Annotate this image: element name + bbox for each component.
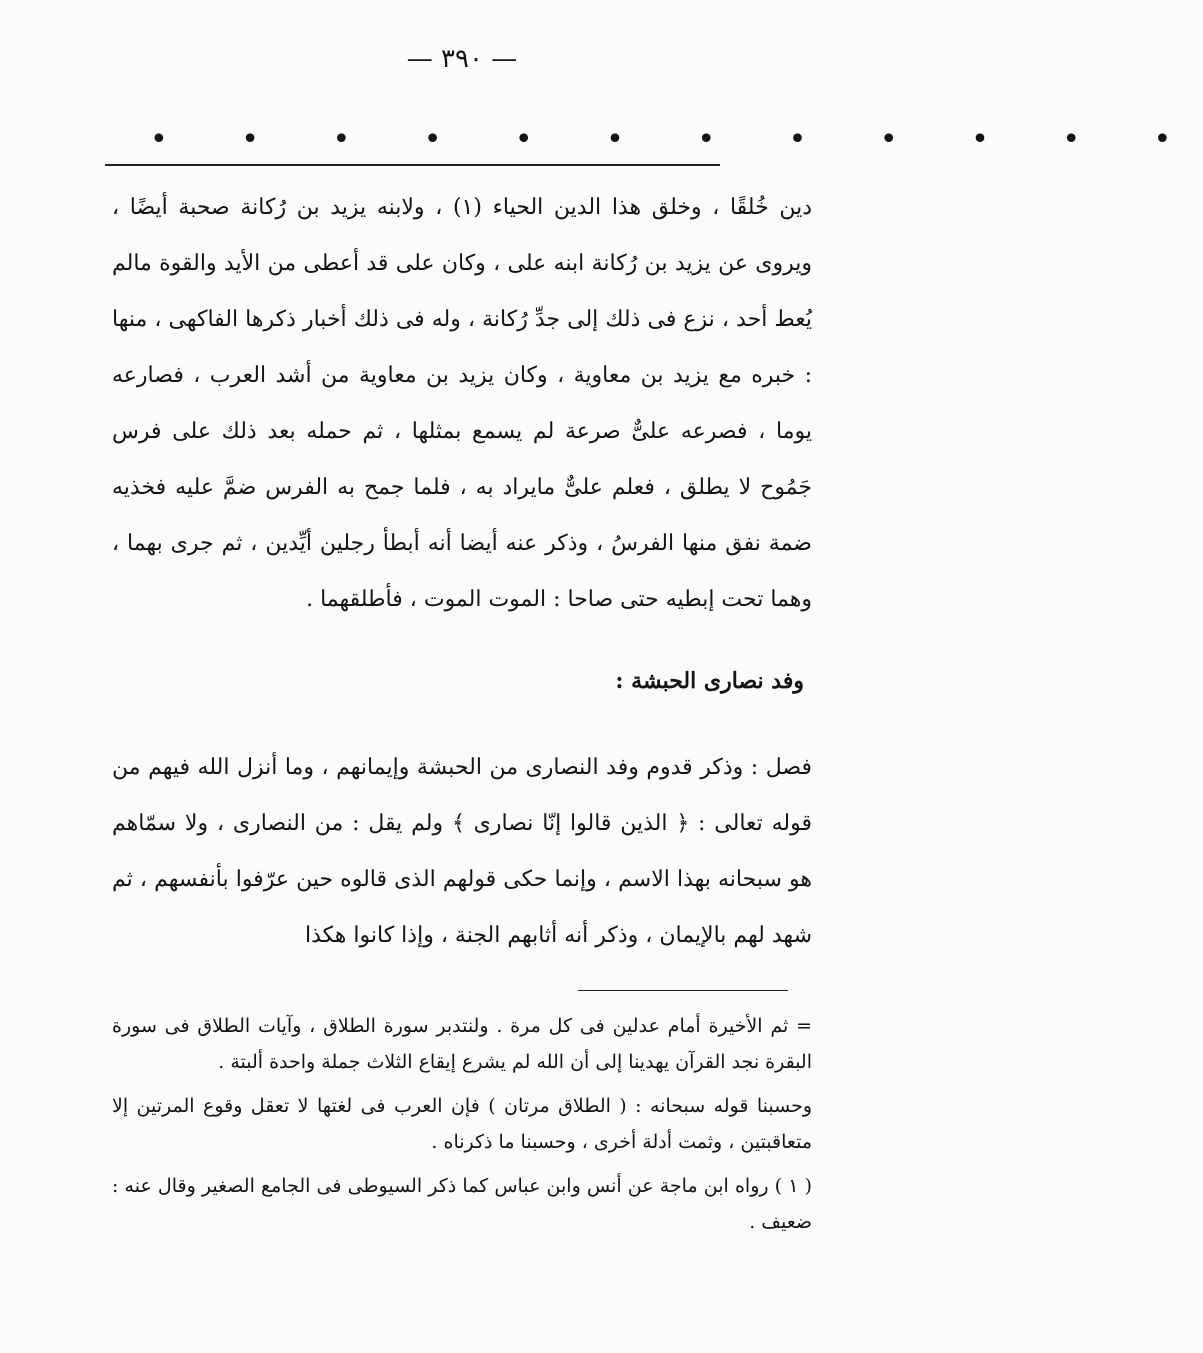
footnote-rule: [578, 990, 788, 991]
section-separator-dots: • • • • • • • • • • • •: [150, 122, 1203, 157]
footnotes: [112, 1008, 812, 1248]
section-heading: وفد نصارى الحبشة :: [615, 668, 804, 694]
footnote-continuation: = ثم الأخيرة أمام عدلين فى كل مرة . ولنتدبر سورة الطلاق ، وآيات الطلاق فى سورة البقرة نجد القرآن يهدينا إلى أن الله لم يشرع إيقاع الثلاث جملة واحدة ألبتة .: [112, 1015, 812, 1073]
top-rule: [105, 164, 720, 166]
body-paragraph-1: دين خُلقًا ، وخلق هذا الدين الحياء (١) ، ولابنه يزيد بن رُكانة صحبة أيضًا ، ويروى عن يزيد بن رُكانة ابنه على ، وكان على قد أعطى من الأيد والقوة مالم يُعط أحد ، نزع فى ذلك إلى جدِّ رُكانة ، وله فى ذلك أخبار ذكرها الفاكهى ، منها : خبره مع يزيد بن معاوية ، وكان يزيد بن معاوية من أشد العرب ، فصارعه يوما ، فصرعه علىٌّ صرعة لم يسمع بمثلها ، ثم حمله بعد ذلك على فرس جَمُوح لا يطلق ، فعلم علىٌّ مايراد به ، فلما جمح به الفرس ضمَّ عليه فخذيه ضمة نفق منها الفرسُ ، وذكر عنه أيضا أنه أبطأ رجلين أيِّدين ، ثم جرى بهما ، وهما تحت إبطيه حتى صاحا : الموت الموت ، فأطلقهما .: [112, 195, 812, 612]
page-number: — ٣٩٠ —: [406, 44, 518, 74]
footnote-1: ( ١ ) رواه ابن ماجة عن أنس وابن عباس كما ذكر السيوطى فى الجامع الصغير وقال عنه : ضعيف .: [112, 1175, 813, 1233]
body-paragraph-2: فصل : وذكر قدوم وفد النصارى من الحبشة وإيمانهم ، وما أنزل الله فيهم من قوله تعالى : ﴿ الذين قالوا إنّا نصارى ﴾ ولم يقل : من النصارى ، ولا سمّاهم هو سبحانه بهذا الاسم ، وإنما حكى قولهم الذى قالوه حين عرّفوا بأنفسهم ، ثم شهد لهم بالإيمان ، وذكر أنه أثابهم الجنة ، وإذا كانوا هكذا: [112, 755, 812, 948]
footnote-note-b: وحسبنا قوله سبحانه : ( الطلاق مرتان ) فإن العرب فى لغتها لا تعقل وقوع المرتين إلا متعاقبتين ، وثمت أدلة أخرى ، وحسبنا ما ذكرناه .: [112, 1095, 812, 1153]
